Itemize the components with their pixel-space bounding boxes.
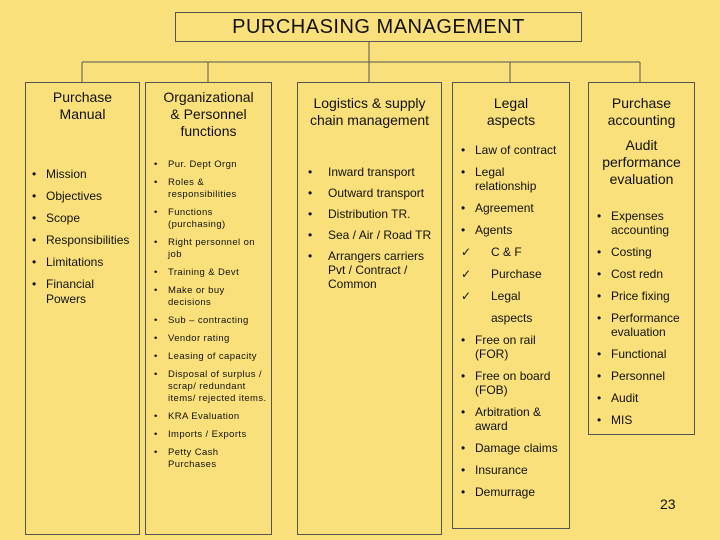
column-title-text: Purchase accounting — [607, 95, 676, 128]
list-item: • Sea / Air / Road TR — [308, 228, 436, 242]
list-item: • KRA Evaluation — [154, 411, 269, 423]
checklist-item — [461, 245, 569, 259]
slide-number: 23 — [660, 496, 676, 512]
column-subtitle-text: Audit performance evaluation — [602, 137, 681, 187]
list-item: • Damage claims — [461, 441, 569, 455]
list-item: • Roles & responsibilities — [154, 177, 269, 201]
list-item: • Agreement — [461, 201, 569, 215]
list-item: • Performance evaluation — [597, 311, 695, 339]
list-item: • Responsibilities — [32, 233, 137, 248]
list-item: • Demurrage — [461, 485, 569, 499]
list-item: • Price fixing — [597, 289, 695, 303]
list-item: • Functional — [597, 347, 695, 361]
list-item: • Vendor rating — [154, 333, 269, 345]
checklist-item-text: C & F — [491, 245, 522, 259]
column-item-list — [154, 159, 269, 477]
checklist-item — [461, 289, 569, 303]
column-title-text: Purchase Manual — [52, 89, 113, 122]
list-item: • Arbitration & award — [461, 405, 569, 433]
list-item: • Expenses accounting — [597, 209, 695, 237]
list-item: • Disposal of surplus / scrap/ redundant items/ rejected items. — [154, 369, 269, 405]
column-purchase-manual — [25, 82, 140, 535]
list-item: • Agents — [461, 223, 569, 237]
list-item: • Arrangers carriers Pvt / Contract / Common — [308, 249, 436, 291]
column-subtitle — [589, 137, 694, 188]
checklist-item-text: Purchase — [491, 267, 542, 281]
list-item: • Legal relationship — [461, 165, 569, 193]
column-logistics-supply-chain — [297, 82, 442, 535]
column-organizational-personnel — [145, 82, 272, 535]
checklist-item-continuation: aspects — [491, 311, 533, 325]
list-item: • Training & Devt — [154, 267, 269, 279]
list-item: • Imports / Exports — [154, 429, 269, 441]
column-title — [146, 89, 271, 140]
column-title — [453, 95, 569, 129]
list-item: • Leasing of capacity — [154, 351, 269, 363]
list-item: • Functions (purchasing) — [154, 207, 269, 231]
list-item: • Law of contract — [461, 143, 569, 157]
list-item: • Sub – contracting — [154, 315, 269, 327]
list-item: • Outward transport — [308, 186, 436, 200]
list-item: • Insurance — [461, 463, 569, 477]
column-item-list — [597, 209, 695, 435]
list-item: • Limitations — [32, 255, 137, 270]
checklist-item-text: Legal — [491, 289, 521, 303]
list-item: • Mission — [32, 167, 137, 182]
list-item: • Right personnel on job — [154, 237, 269, 261]
list-item: • Pur. Dept Orgn — [154, 159, 269, 171]
list-item: • Make or buy decisions — [154, 285, 269, 309]
list-item: • Petty Cash Purchases — [154, 447, 269, 471]
list-item: • Inward transport — [308, 165, 436, 179]
list-item: • Financial Powers — [32, 277, 137, 307]
list-item: • Scope — [32, 211, 137, 226]
column-title-text: Legal aspects — [486, 95, 536, 128]
column-title-text: Organizational & Personnel functions — [163, 89, 254, 139]
list-item: • MIS — [597, 413, 695, 427]
column-title-text: Logistics & supply chain management — [309, 95, 430, 128]
column-item-list — [32, 167, 137, 314]
list-item: • Free on board (FOB) — [461, 369, 569, 397]
list-item: • Personnel — [597, 369, 695, 383]
checklist-item — [461, 267, 569, 281]
list-item: • Objectives — [32, 189, 137, 204]
list-item: • Free on rail (FOR) — [461, 333, 569, 361]
list-item: • Audit — [597, 391, 695, 405]
column-item-list — [461, 143, 569, 507]
page-title: PURCHASING MANAGEMENT — [232, 15, 525, 38]
column-legal-aspects — [452, 82, 570, 529]
column-item-list — [308, 165, 436, 298]
column-title — [298, 95, 441, 129]
list-item: • Distribution TR. — [308, 207, 436, 221]
list-item: • Cost redn — [597, 267, 695, 281]
list-item: • Costing — [597, 245, 695, 259]
column-title — [26, 89, 139, 123]
column-title — [589, 95, 694, 129]
column-purchase-accounting — [588, 82, 695, 435]
